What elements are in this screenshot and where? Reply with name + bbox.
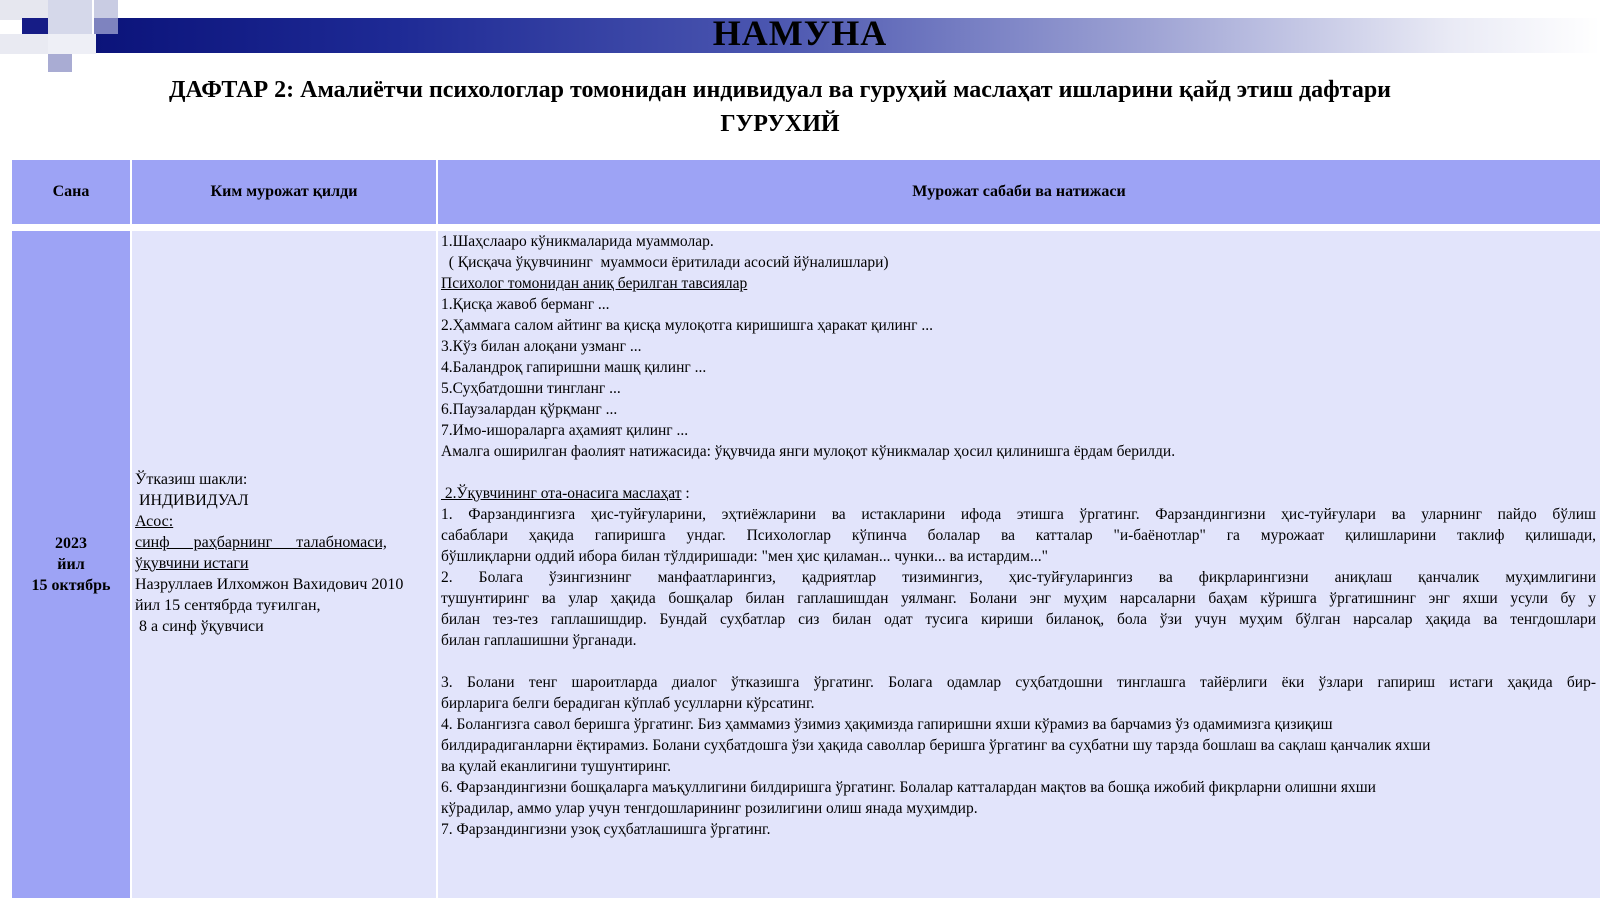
subtitle-line-2: ГУРУХИЙ bbox=[720, 111, 840, 137]
date-year: 2023 bbox=[55, 535, 87, 552]
parent-advice-heading bbox=[441, 483, 1596, 504]
advice-7-line-1: 7. Фарзандингизни узоқ суҳбатлашишга ўргатинг. bbox=[441, 821, 771, 838]
list-item: 1.Қисқа жавоб берманг ... bbox=[441, 296, 610, 313]
advice-2-line-1: 2. Болага ўзингизнинг манфаатларингиз, қадриятлар тизимингиз, ҳис-туйғуларингиз ва фикрларингизни аниқлаш қанчалик муҳимлигини bbox=[441, 569, 1596, 586]
advice-1-line-1: 1. Фарзандингизга ҳис-туйғуларини, эҳтиёжларини ва истакларини ифода этишга ўргатинг. Фарзандингизни ҳис-туйғулари ва уларнинг пайдо бўлиш bbox=[441, 506, 1596, 523]
basis-label: Асос: bbox=[135, 513, 174, 530]
date-day-month: 15 октябрь bbox=[31, 577, 111, 594]
list-item: 6.Паузалардан қўрқманг ... bbox=[441, 401, 618, 418]
problem-line: 1.Шаҳслааро кўникмаларида муаммолар. bbox=[441, 233, 714, 250]
person-line-3: 8 а синф ўқувчиси bbox=[135, 618, 264, 635]
document-subtitle bbox=[60, 73, 1500, 141]
column-header-reason: Мурожат сабаби ва натижаси bbox=[438, 160, 1600, 224]
reason-cell bbox=[438, 231, 1600, 898]
basis-line-2: ўқувчини истаги bbox=[135, 555, 249, 572]
form-value: ИНДИВИДУАЛ bbox=[135, 492, 249, 509]
basis-line-1: синф раҳбарнинг талабномаси, bbox=[135, 534, 387, 551]
advice-4-line-3: ва қулай еканлигини тушунтиринг. bbox=[441, 758, 671, 775]
consultation-log-table bbox=[12, 160, 1600, 898]
list-item: 7.Имо-ишораларга аҳамият қилинг ... bbox=[441, 422, 689, 439]
advice-2-line-3: билан тез-тез гаплашишдир. Бундай суҳбатлар сиз билан одат тусига кириши биланоқ, бола ўзи учун муҳим бўлган нарсалар ҳақида ва тенгдошлари bbox=[441, 611, 1596, 628]
person-line-1: Назруллаев Илхомжон Вахидович 2010 bbox=[135, 576, 404, 593]
problem-note: ( Қисқача ўқувчининг муаммоси ёритилади асосий йўналишлари) bbox=[441, 254, 889, 271]
column-header-who: Ким мурожат қилди bbox=[132, 160, 438, 224]
table-header-row bbox=[12, 160, 1600, 224]
recommendations-heading: Психолог томонидан аниқ берилган тавсиялар bbox=[441, 275, 748, 292]
advice-3-line-1: 3. Болани тенг шароитларда диалог ўтказишга ўргатинг. Болага одамлар суҳбатдошни тинглашга тайёрлиги ёки ўзлари гапириш истаги ҳақида бир- bbox=[441, 674, 1596, 691]
person-line-2: йил 15 сентябрда туғилган, bbox=[135, 597, 321, 614]
parent-advice-heading-text: 2.Ўқувчининг ота-онасига маслаҳат bbox=[441, 485, 682, 502]
table-row bbox=[12, 231, 1600, 898]
advice-1-line-2: сабаблари ҳақида гапиришга ундаг. Психологлар кўпинча болалар ва катталар "и-баёнотлар" га мурожаат қилишларини таклиф қилишади, bbox=[441, 527, 1596, 544]
list-item: 3.Кўз билан алоқани узманг ... bbox=[441, 338, 642, 355]
list-item: 5.Суҳбатдошни тингланг ... bbox=[441, 380, 621, 397]
advice-4-line-1: 4. Болангизга савол беришга ўргатинг. Биз ҳаммамиз ўзимиз ҳақимизда гапиришни яхши кўрамиз ва барчамиз ўз одамимизга қизиқиш bbox=[441, 716, 1333, 733]
advice-1-line-3: бўшлиқларни оддий ибора билан тўлдиришади: "мен ҳис қиламан... чунки... ва истардим..." bbox=[441, 548, 1048, 565]
parent-advice-heading-colon: : bbox=[681, 485, 690, 502]
advice-3-line-2: бирларига белги берадиган кўплаб усулларни кўрсатинг. bbox=[441, 695, 815, 712]
subtitle-line-1: ДАФТАР 2: Амалиётчи психологлар томонидан индивидуал ва гуруҳий маслаҳат ишларини қайд этиш дафтари bbox=[168, 77, 1392, 103]
who-cell bbox=[132, 231, 438, 898]
list-item: 2.Ҳаммага салом айтинг ва қисқа мулоқотга киришишга ҳаракат қилинг ... bbox=[441, 317, 933, 334]
list-item: 4.Баландроқ гапиришни машқ қилинг ... bbox=[441, 359, 707, 376]
date-year-word: йил bbox=[57, 556, 85, 573]
date-cell bbox=[12, 231, 132, 898]
page-title: НАМУНА bbox=[712, 13, 888, 53]
column-header-date: Сана bbox=[12, 160, 132, 224]
advice-2-line-2: тушунтиринг ва улар ҳақида бошқалар билан гаплашишдан уялманг. Болани энг муҳим нарсаларни баҳам кўришга ўргатишнинг энг яхши усули бу у bbox=[441, 590, 1596, 607]
form-label: Ўтказиш шакли: bbox=[135, 471, 248, 488]
advice-4-line-2: билдирадиганларни ёқтирамиз. Болани суҳбатдошга ўзи ҳақида саволлар беришга ўргатинг ва суҳбатни шу тарзда бошлаш ва сақлаш қанчалик яхши bbox=[441, 737, 1431, 754]
advice-2-line-4: билан гаплашишни ўрганади. bbox=[441, 632, 637, 649]
advice-6-line-1: 6. Фарзандингизни бошқаларга маъқуллигини билдиришга ўргатинг. Болалар катталардан мақтов ва бошқа ижобий фикрларни олишни яхши bbox=[441, 779, 1376, 796]
advice-6-line-2: кўрадилар, аммо улар учун тенгдошларининг розилигини олиш янада муҳимдир. bbox=[441, 800, 978, 817]
result-line: Амалга оширилган фаолият натижасида: ўқувчида янги мулоқот кўникмалар ҳосил қилинишга ёрдам берилди. bbox=[441, 443, 1176, 460]
